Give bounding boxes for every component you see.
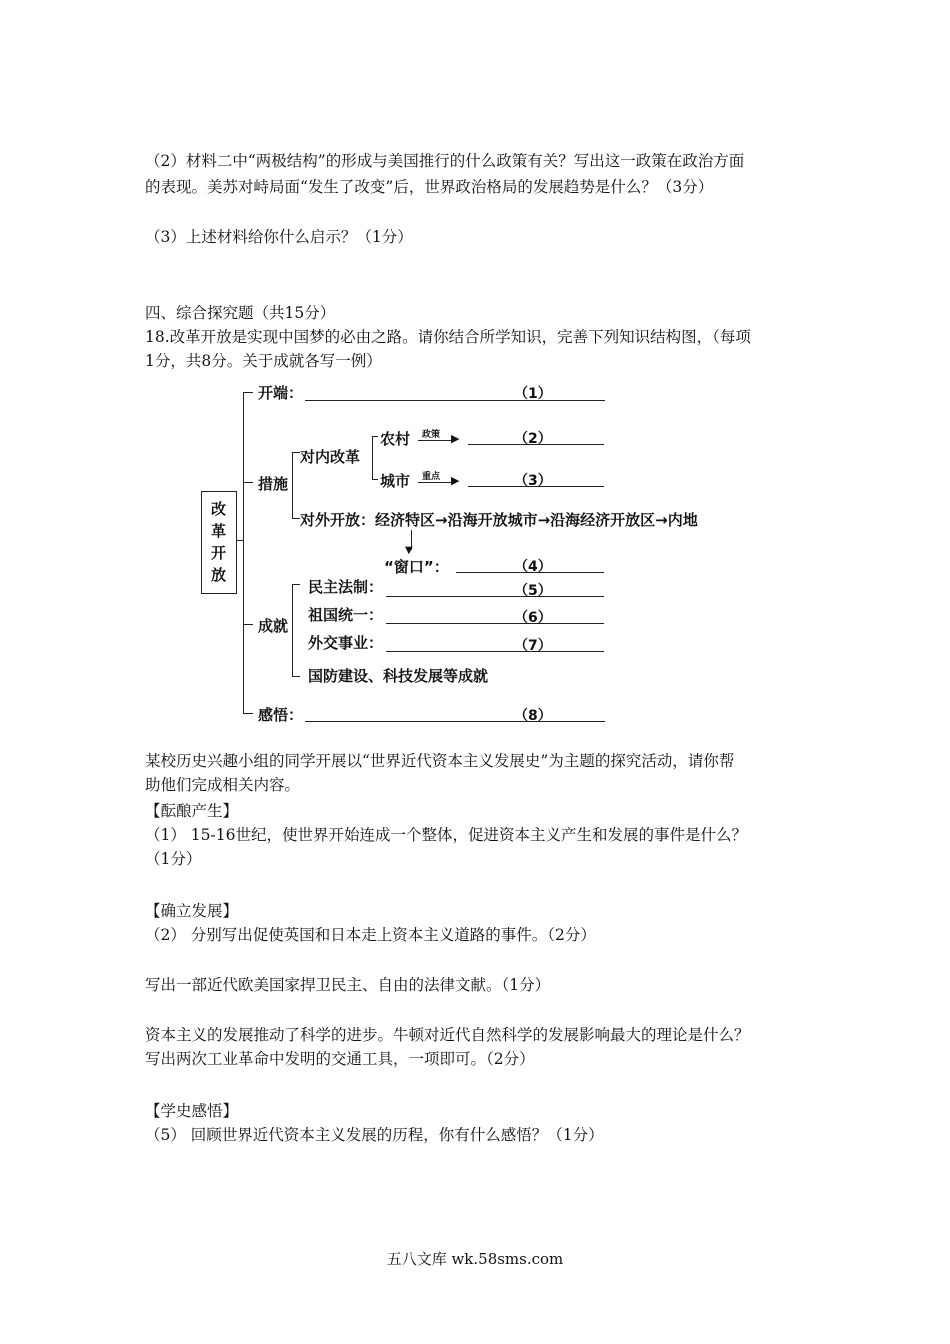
q19-part1-line1: （1） 15-16世纪，使世界开始连成一个整体，促进资本主义产生和发展的事件是什么？ (145, 826, 747, 844)
blank-number-3: （3） (514, 473, 552, 489)
label-zhongdian: 重点 (422, 472, 441, 482)
duinei-bracket (372, 436, 373, 479)
down-arrow-icon: ▼ (405, 545, 413, 556)
arrow-head-icon: ▶ (451, 474, 460, 487)
label-waijiao: 外交事业： (308, 634, 384, 652)
label-chengshi: 城市 (380, 472, 411, 490)
label-chuangkou: “窗口”： (384, 558, 449, 576)
page-footer: 五八文库 wk.58sms.com (386, 1250, 564, 1268)
chengjiu-tick (292, 584, 300, 585)
cuoshi-bracket (292, 452, 293, 518)
label-kaiduan: 开端： (258, 384, 304, 402)
q19-heading-queli: 【确立发展】 (145, 902, 239, 920)
blank-number-2: （2） (514, 431, 552, 447)
duinei-tick (372, 436, 378, 437)
q18-line2: 1分，共8分。关于成就各写一例） (145, 352, 382, 370)
q19-part2: （2） 分别写出促使英国和日本走上资本主义道路的事件。（2分） (145, 926, 596, 944)
blank-number-8: （8） (514, 708, 552, 724)
branch-tick (243, 392, 253, 393)
blank-number-4: （4） (514, 559, 552, 575)
duinei-tick (372, 479, 378, 480)
q19-intro-line2: 助他们完成相关内容。 (145, 776, 301, 794)
main-bracket-line (243, 392, 244, 714)
diagram-root-char: 开 (211, 544, 227, 562)
label-duiwai: 对外开放：经济特区→沿海开放城市→沿海经济开放区→内地 (300, 511, 698, 529)
branch-tick (243, 482, 253, 483)
answer-blank-8 (305, 721, 605, 722)
q19-part4-line1: 资本主义的发展推动了科学的进步。牛顿对近代自然科学的发展影响最大的理论是什么？ (145, 1026, 750, 1044)
q19-heading-yunniang: 【酝酿产生】 (145, 802, 239, 820)
blank-number-6: （6） (514, 610, 552, 626)
arrow-head-icon: ▶ (451, 432, 460, 445)
label-minzhu: 民主法制： (308, 578, 384, 596)
diagram-root-char: 革 (211, 522, 227, 540)
section4-heading: 四、综合探究题（共15分） (145, 304, 336, 322)
chengjiu-bracket (292, 584, 293, 676)
diagram-root-char: 放 (211, 566, 227, 584)
main-bracket-tick (236, 540, 244, 541)
blank-number-5: （5） (514, 583, 552, 599)
label-cuoshi: 措施 (258, 475, 289, 493)
q19-part4-line2: 写出两次工业革命中发明的交通工具，一项即可。（2分） (145, 1050, 535, 1068)
q17-part3: （3）上述材料给你什么启示？（1分） (145, 228, 413, 246)
q17-part2-line2: 的表现。美苏对峙局面“发生了改变”后，世界政治格局的发展趋势是什么？（3分） (145, 178, 714, 196)
label-duinei: 对内改革 (300, 448, 361, 466)
branch-tick (243, 713, 253, 714)
cuoshi-tick (292, 452, 300, 453)
q19-heading-xueshi: 【学史感悟】 (145, 1102, 239, 1120)
label-nongcun: 农村 (380, 430, 411, 448)
q19-part3: 写出一部近代欧美国家捍卫民主、自由的法律文献。（1分） (145, 976, 551, 994)
blank-number-7: （7） (514, 638, 552, 654)
answer-blank-5 (386, 596, 604, 597)
q19-intro-line1: 某校历史兴趣小组的同学开展以“世界近代资本主义发展史”为主题的探究活动，请你帮 (145, 752, 735, 770)
diagram-root-box (201, 491, 237, 594)
label-ganwu: 感悟： (258, 706, 304, 724)
label-guofang: 国防建设、科技发展等成就 (308, 667, 489, 685)
answer-blank-7 (386, 651, 604, 652)
branch-tick (243, 624, 253, 625)
cuoshi-tick (292, 518, 300, 519)
q19-part1-line2: （1分） (145, 850, 202, 868)
label-zhengce: 政策 (422, 430, 441, 440)
label-chengjiu: 成就 (258, 617, 289, 635)
q19-part5: （5） 回顾世界近代资本主义发展的历程，你有什么感悟？（1分） (145, 1126, 604, 1144)
q18-line1: 18.改革开放是实现中国梦的必由之路。请你结合所学知识，完善下列知识结构图，（每项 (145, 328, 751, 346)
answer-blank-1 (305, 400, 605, 401)
q17-part2-line1: （2）材料二中“两极结构”的形成与美国推行的什么政策有关？写出这一政策在政治方面 (145, 152, 745, 170)
chengjiu-tick (292, 676, 300, 677)
answer-blank-6 (386, 623, 604, 624)
label-tongyi: 祖国统一： (308, 606, 384, 624)
diagram-root-char: 改 (211, 500, 227, 518)
blank-number-1: （1） (514, 386, 552, 402)
